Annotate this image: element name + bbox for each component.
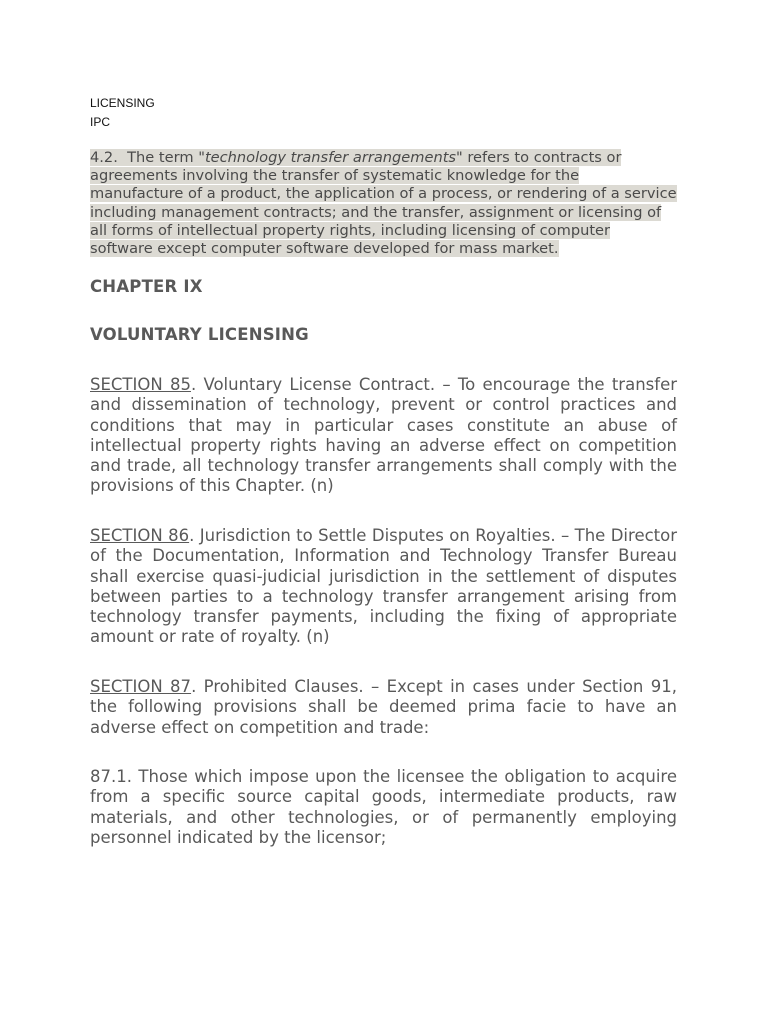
header-subtitle: IPC bbox=[90, 115, 111, 129]
section-85-text: . Voluntary License Contract. – To encourage the transfer and dissemination of technology, prevent or control practices and conditions that may in particular cases constitute an abuse of intellectual property rights having an adverse effect on competition and trade, all technology transfer arrangements shall comply with the provisions of this Chapter. (n) bbox=[90, 375, 677, 496]
highlighted-text bbox=[90, 149, 677, 257]
section-85-label: SECTION 85 bbox=[90, 375, 191, 394]
definition-number: 4.2. bbox=[90, 149, 118, 166]
section-87-paragraph bbox=[90, 677, 677, 738]
section-85-paragraph bbox=[90, 375, 677, 497]
section-86-text: . Jurisdiction to Settle Disputes on Royalties. – The Director of the Documentation, Information and Technology Transfer Bureau shall exercise quasi-judicial jurisdiction in the settlement of disputes between parties to a technology transfer arrangement arising from technology transfer payments, including the fixing of appropriate amount or rate of royalty. (n) bbox=[90, 526, 678, 647]
section-87-label: SECTION 87 bbox=[90, 677, 192, 696]
section-86-label: SECTION 86 bbox=[90, 526, 190, 545]
chapter-title: VOLUNTARY LICENSING bbox=[90, 325, 309, 344]
header-title: LICENSING bbox=[90, 96, 155, 110]
clause-87-1-paragraph: 87.1. Those which impose upon the licensee the obligation to acquire from a specific source capital goods, intermediate products, raw materials, and other technologies, or of permanently employing personnel indicated by the licensor; bbox=[90, 767, 677, 847]
definition-body: " refers to contracts or agreements involving the transfer of systematic knowledge for the manufacture of a product, the application of a process, or rendering of a service including management contracts; and the transfer, assignment or licensing of all forms of intellectual property rights, including licensing of computer software except computer software developed for mass market. bbox=[90, 149, 677, 258]
section-86-paragraph bbox=[90, 526, 677, 648]
definition-term: technology transfer arrangements bbox=[204, 149, 457, 166]
section-87-text: . Prohibited Clauses. – Except in cases under Section 91, the following provisions shall be deemed prima facie to have an adverse effect on competition and trade: bbox=[90, 677, 677, 737]
definition-paragraph bbox=[90, 149, 677, 258]
definition-pre: The term " bbox=[127, 149, 205, 166]
chapter-number: CHAPTER IX bbox=[90, 277, 203, 296]
